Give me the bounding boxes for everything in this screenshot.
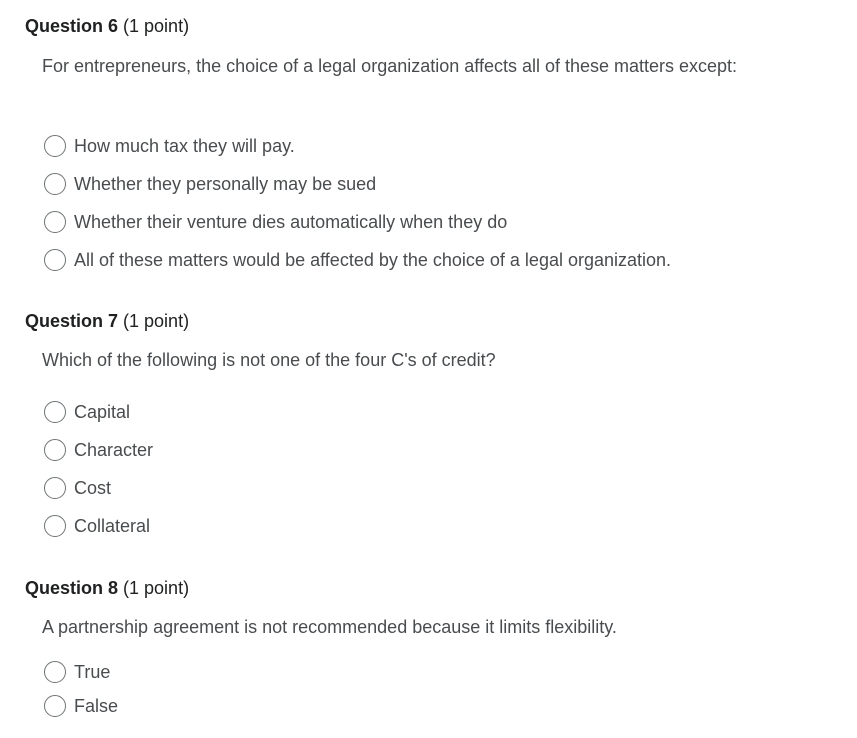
answer-label: Capital — [74, 402, 131, 422]
answer-option[interactable] — [44, 693, 118, 719]
question-text: A partnership agreement is not recommended because it limits flexibility. — [42, 617, 617, 637]
radio-button[interactable] — [44, 477, 66, 499]
answer-option[interactable] — [44, 247, 671, 273]
question-header — [25, 577, 189, 599]
question-header — [25, 15, 189, 37]
question-title: Question 8 — [25, 578, 119, 598]
radio-button[interactable] — [44, 515, 66, 537]
answer-label: True — [74, 662, 111, 682]
question-points: (1 point) — [123, 578, 190, 598]
radio-button[interactable] — [44, 211, 66, 233]
radio-button[interactable] — [44, 135, 66, 157]
answer-label: Character — [74, 440, 154, 460]
answer-option[interactable] — [44, 133, 295, 159]
radio-button[interactable] — [44, 439, 66, 461]
question-points: (1 point) — [123, 311, 190, 331]
question-title: Question 7 — [25, 311, 119, 331]
question-title: Question 6 — [25, 16, 119, 36]
question-points: (1 point) — [123, 16, 190, 36]
question-text: For entrepreneurs, the choice of a legal organization affects all of these matters except: — [42, 56, 738, 76]
radio-button[interactable] — [44, 401, 66, 423]
answer-option[interactable] — [44, 659, 110, 685]
answer-label: All of these matters would be affected by the choice of a legal organization. — [74, 250, 672, 270]
radio-button[interactable] — [44, 173, 66, 195]
answer-option[interactable] — [44, 171, 376, 197]
answer-option[interactable] — [44, 475, 111, 501]
question-text: Which of the following is not one of the four C's of credit? — [42, 350, 496, 370]
answer-label: Whether they personally may be sued — [74, 174, 377, 194]
answer-label: False — [74, 696, 119, 716]
answer-option[interactable] — [44, 399, 130, 425]
answer-label: Cost — [74, 478, 112, 498]
radio-button[interactable] — [44, 249, 66, 271]
answer-option[interactable] — [44, 513, 150, 539]
radio-button[interactable] — [44, 695, 66, 717]
question-header — [25, 310, 189, 332]
answer-label: How much tax they will pay. — [74, 136, 295, 156]
answer-option[interactable] — [44, 437, 153, 463]
radio-button[interactable] — [44, 661, 66, 683]
answer-label: Collateral — [74, 516, 151, 536]
answer-label: Whether their venture dies automatically when they do — [74, 212, 508, 232]
answer-option[interactable] — [44, 209, 507, 235]
